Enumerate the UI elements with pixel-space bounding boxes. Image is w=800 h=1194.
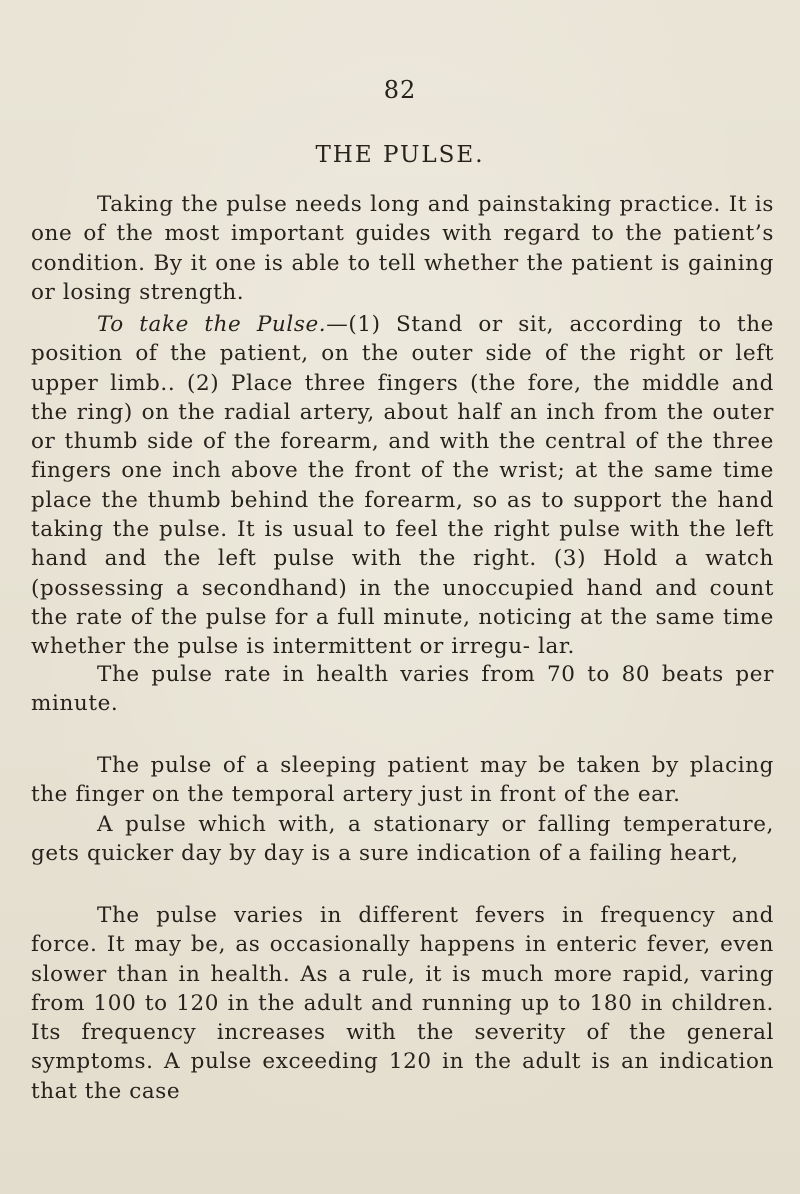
paragraph-pulse-rate: The pulse rate in health varies from 70 to 80 beats per minute. [31,662,774,717]
paragraph-lead-italic: To take the Pulse. [97,312,327,337]
paragraph-intro: Taking the pulse needs long and painstaking practice. It is one of the most important guides with regard to the patient’s condition. By it one is able to tell whether the patient is gaining or losing strength. [31,192,774,305]
paragraph-sleeping-patient: The pulse of a sleeping patient may be taken by placing the finger on the temporal artery just in front of the ear. [31,753,774,808]
paragraph-steps: —(1) Stand or sit, according to the position of the patient, on the outer side of the right or left upper limb.. (2) Place three fingers (the fore, the middle and the ring) on the radial artery, about half an inch from the outer or thumb side of the forearm, and with the central of the three fingers one inch above the front of the wrist; at the same time place the thumb behind the forearm, so as to support the hand taking the pulse. It is usual to feel the right pulse with the left hand and the left pulse with the right. (3) Hold a watch (possessing a secondhand) in the unoccupied hand and count the rate of the pulse for a full minute, noticing at the same time whether the pulse is intermittent or irregu- lar. [31,312,774,660]
chapter-title: THE PULSE. [315,142,485,168]
paragraph-failing-heart: A pulse which with, a stationary or falling temperature, gets quicker day by day is a sure indication of a failing heart, [31,811,774,866]
paragraph-fevers: The pulse varies in different fevers in frequency and force. It may be, as occasionally happens in enteric fever, even slower than in health. As a rule, it is much more rapid, varing from 100 to 120 in the adult and running up to 180 in children. Its frequency increases with the severity of the general symptoms. A pulse exceeding 120 in the adult is an indication that the case [31,903,774,1104]
paragraph-how-to-take-pulse [31,310,774,662]
page-number: 82 [383,76,417,104]
paragraph-group-sleeping-failing [31,751,774,868]
